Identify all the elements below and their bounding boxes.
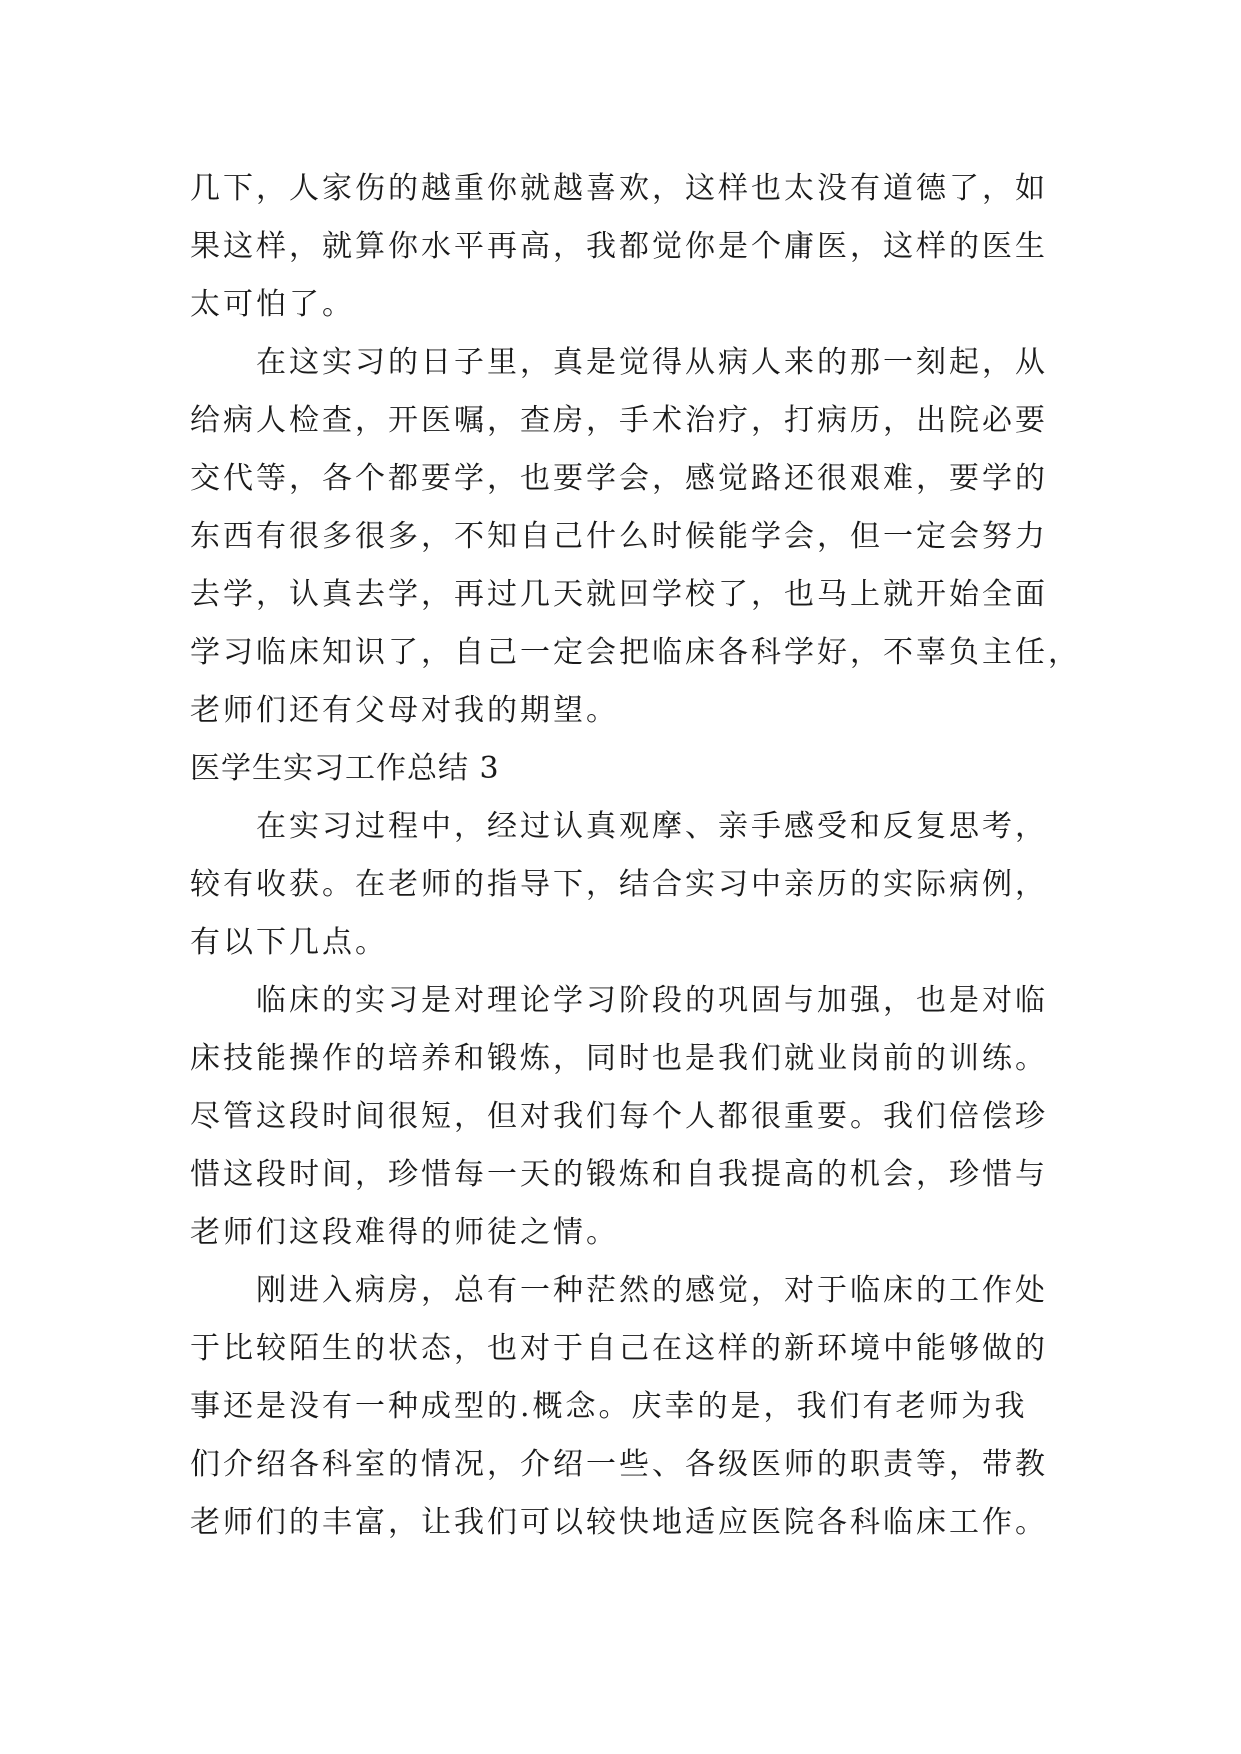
text-line: 交代等，各个都要学，也要学会，感觉路还很艰难，要学的 — [190, 461, 1048, 496]
text-line: 临床的实习是对理论学习阶段的巩固与加强，也是对临 — [190, 983, 1048, 1018]
text-line: 东西有很多很多，不知自己什么时候能学会，但一定会努力 — [190, 519, 1048, 554]
text-line: 事还是没有一种成型的.概念。庆幸的是，我们有老师为我 — [190, 1389, 1028, 1424]
paragraph-clinical-practice — [190, 972, 1050, 1262]
text-line: 太可怕了。 — [190, 287, 355, 322]
paragraph-continued — [190, 160, 1050, 334]
text-line: 们介绍各科室的情况，介绍一些、各级医师的职责等，带教 — [190, 1447, 1048, 1482]
text-line: 去学，认真去学，再过几天就回学校了，也马上就开始全面 — [190, 577, 1048, 612]
paragraph-gains — [190, 798, 1050, 972]
text-line: 老师们还有父母对我的期望。 — [190, 693, 619, 728]
text-line: 刚进入病房，总有一种茫然的感觉，对于临床的工作处 — [190, 1273, 1048, 1308]
text-line: 老师们的丰富，让我们可以较快地适应医院各科临床工作。 — [190, 1505, 1048, 1540]
document-body — [190, 160, 1081, 1552]
text-line: 果这样，就算你水平再高，我都觉你是个庸医，这样的医生 — [190, 229, 1048, 264]
text-line: 在实习过程中，经过认真观摩、亲手感受和反复思考， — [190, 809, 1048, 844]
text-line: 有以下几点。 — [190, 925, 388, 960]
text-line: 在这实习的日子里，真是觉得从病人来的那一刻起，从 — [190, 345, 1048, 380]
paragraph-internship-days — [190, 334, 1081, 740]
text-line: 几下，人家伤的越重你就越喜欢，这样也太没有道德了，如 — [190, 171, 1048, 206]
text-line: 较有收获。在老师的指导下，结合实习中亲历的实际病例， — [190, 867, 1048, 902]
text-line: 给病人检查，开医嘱，查房，手术治疗，打病历，出院必要 — [190, 403, 1048, 438]
paragraph-entering-ward — [190, 1262, 1050, 1552]
section-title: 医学生实习工作总结 3 — [190, 751, 500, 786]
text-line: 尽管这段时间很短，但对我们每个人都很重要。我们倍偿珍 — [190, 1099, 1048, 1134]
text-line: 惜这段时间，珍惜每一天的锻炼和自我提高的机会，珍惜与 — [190, 1157, 1048, 1192]
text-line: 床技能操作的培养和锻炼，同时也是我们就业岗前的训练。 — [190, 1041, 1048, 1076]
text-line: 于比较陌生的状态，也对于自己在这样的新环境中能够做的 — [190, 1331, 1048, 1366]
text-line: 老师们这段难得的师徒之情。 — [190, 1215, 619, 1250]
text-line: 学习临床知识了，自己一定会把临床各科学好，不辜负主任， — [190, 635, 1081, 670]
